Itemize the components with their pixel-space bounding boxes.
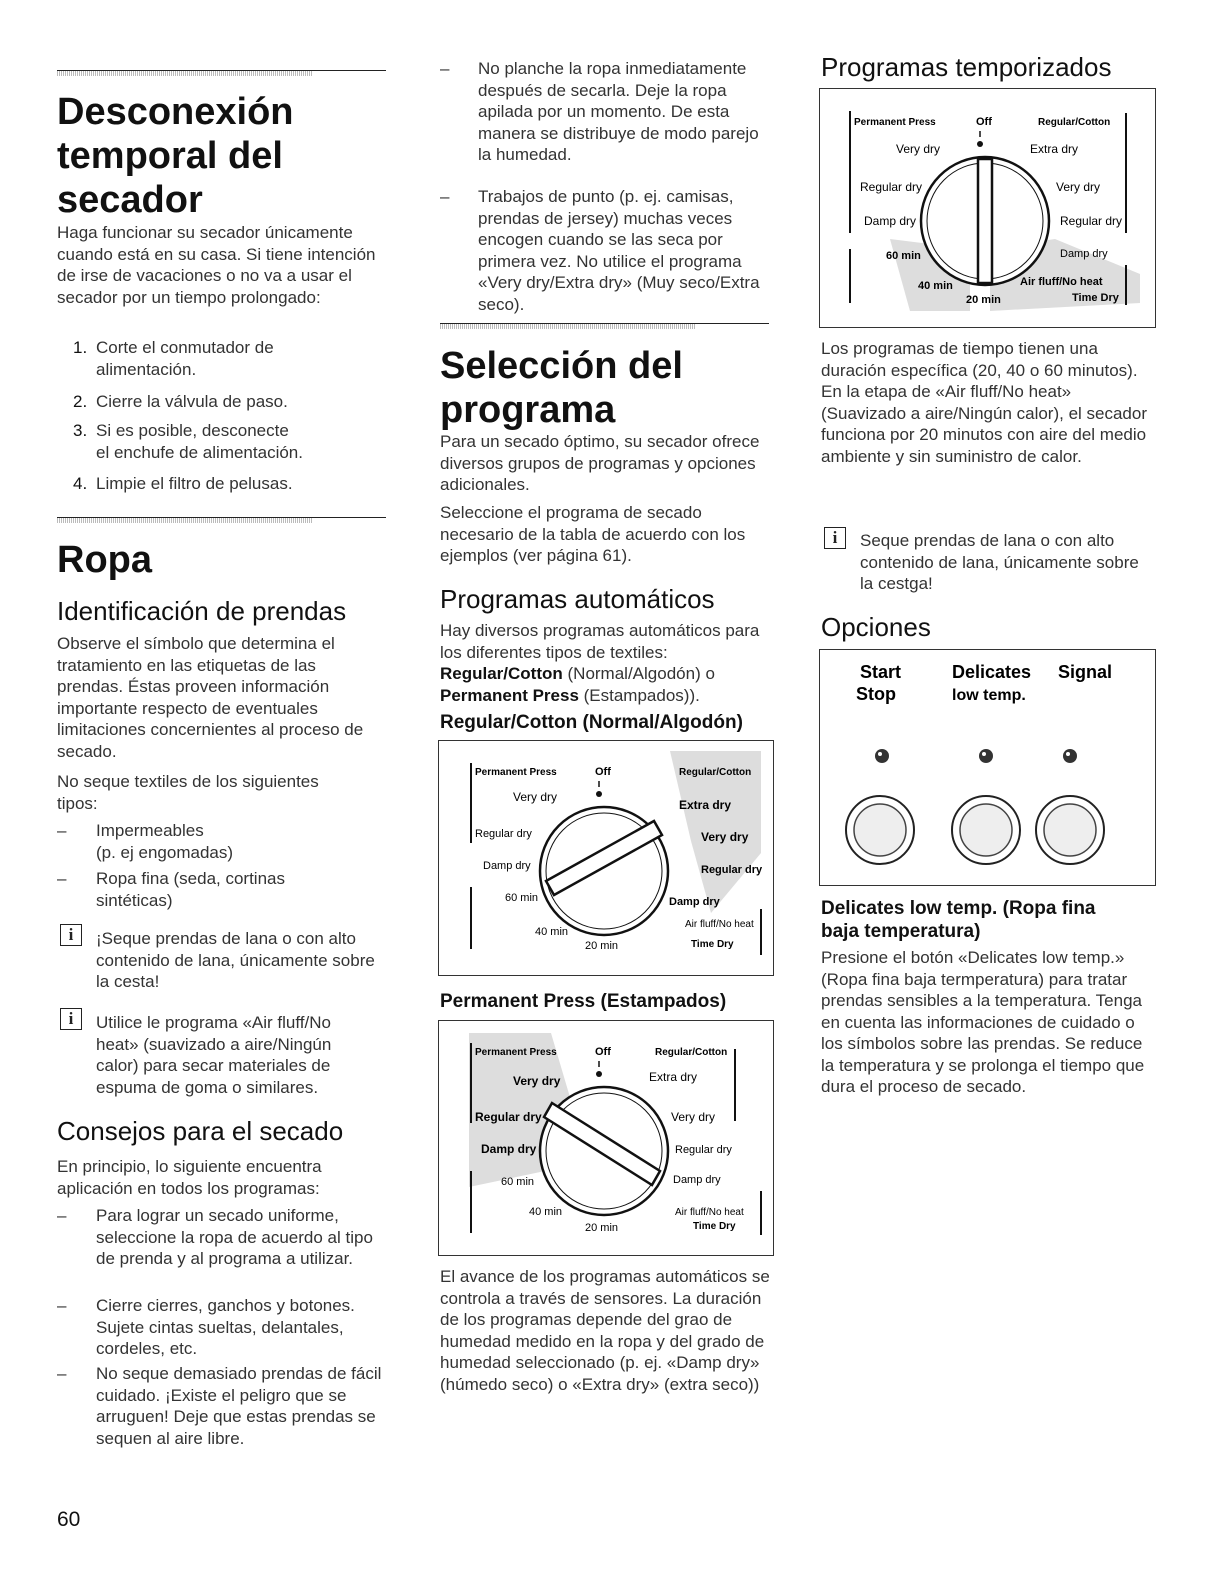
dial-label: Permanent Press [854, 117, 936, 128]
heading-consejos: Consejos para el secado [57, 1116, 344, 1146]
dial-label: Regular dry [860, 180, 923, 194]
heading-temporizados: Programas temporizados [821, 52, 1112, 82]
heading-ropa: Ropa [57, 539, 152, 581]
dial-label: Very dry [896, 142, 941, 156]
dial-knob [540, 807, 668, 935]
heading-delicates: Delicates low temp. (Ropa fina baja temperatura) [821, 898, 1096, 942]
dial-figure-timed [819, 88, 1156, 328]
dial-label: Off [595, 766, 611, 778]
dial-label: Permanent Press [475, 1047, 557, 1058]
dial-knob [921, 157, 1049, 285]
dial-knob [540, 1087, 668, 1215]
dial-label: Off [595, 1046, 611, 1058]
dial-label: Extra dry [1030, 142, 1079, 156]
dial-label: Very dry [513, 790, 558, 804]
dial-figure-regular-cotton [438, 740, 774, 976]
section-rule [440, 323, 769, 324]
dial-label: 40 min [535, 926, 569, 938]
dial-label: Extra dry [679, 798, 732, 812]
dial-label: Damp dry [864, 214, 917, 228]
dial-label: 60 min [505, 892, 539, 904]
dial-label: Very dry [701, 830, 749, 844]
dial-label: 20 min [585, 1222, 619, 1234]
delicates-button[interactable] [952, 796, 1020, 864]
dial-label: Regular/Cotton [1038, 117, 1111, 128]
section-rule [57, 70, 386, 71]
paragraph-noseque: No seque textiles de los siguientes tipos: [57, 772, 319, 813]
info-icon: i [824, 527, 846, 549]
dial-label: Permanent Press [475, 767, 557, 778]
paragraph-observe: Observe el símbolo que determina el tratamiento en las etiquetas de las prendas. Éstas proveen información importante respecto de eventuales limitaciones concernientes al proceso de secado. [57, 634, 364, 761]
info-icon: i [60, 1008, 82, 1030]
paragraph-desconexion: Haga funcionar su secador únicamente cuando está en su casa. Si tiene intención de irse de vacaciones o no va a usar el secador por un tiempo prolongado: [57, 223, 376, 307]
dial-label: Regular dry [475, 1110, 542, 1124]
dial-label: Extra dry [649, 1070, 698, 1084]
dial-label: Very dry [671, 1110, 716, 1124]
dial-label: 60 min [501, 1176, 535, 1188]
heading-identificacion: Identificación de prendas [57, 596, 347, 626]
paragraph-optimo: Para un secado óptimo, su secador ofrece diversos grupos de programas y opciones adicionales. [440, 432, 760, 494]
dial-label: Damp dry [481, 1142, 537, 1156]
paragraph-hay: Hay diversos programas automáticos para los diferentes tipos de textiles: Regular/Cotton (Normal/Algodón) o Permanent Press (Estampados)). [440, 621, 760, 705]
heading-desconexion: Desconexión temporal del secador [57, 91, 294, 221]
heading-opciones: Opciones [821, 612, 931, 642]
dial-label: 60 min [886, 250, 921, 262]
dial-label: 20 min [966, 294, 1001, 306]
list-item-step: 4. Limpie el filtro de pelusas. [73, 474, 293, 493]
indicator-light [1063, 749, 1077, 763]
dial-label: Time Dry [1072, 292, 1119, 304]
dial-label: 20 min [585, 940, 619, 952]
heading-automaticos: Programas automáticos [440, 584, 715, 614]
dial-label: 40 min [529, 1206, 563, 1218]
paragraph-avance: El avance de los programas automáticos se controla a través de sensores. La duración de los programas depende del grao de humedad medido en la ropa y del grado de humedad seleccionado (p. ej. «Damp dry» (húmedo seco) o «Extra dry» (extra seco)) [440, 1267, 770, 1394]
indicator-light [979, 749, 993, 763]
dial-label: Damp dry [673, 1174, 721, 1186]
note-lana: ¡Seque prendas de lana o con alto contenido de lana, únicamente sobre la cesta! [96, 929, 375, 991]
option-label: low temp. [952, 687, 1026, 704]
option-label: Delicates [952, 662, 1032, 682]
dial-label: Damp dry [483, 860, 531, 872]
paragraph-principio: En principio, lo siguiente encuentra aplicación en todos los programas: [57, 1157, 322, 1198]
list-item-textile: – Ropa fina (seda, cortinas sintéticas) [57, 869, 285, 910]
option-label: Signal [1058, 662, 1113, 682]
heading-permanent-press: Permanent Press (Estampados) [440, 991, 727, 1012]
note-lana-cesta: Seque prendas de lana o con alto contenido de lana, únicamente sobre la cestga! [860, 531, 1139, 593]
list-item-step: 3. Si es posible, desconecte el enchufe de alimentación. [73, 421, 303, 462]
list-item-step: 2. Cierre la válvula de paso. [73, 392, 288, 411]
dial-label: Regular/Cotton [655, 1047, 728, 1058]
dial-label: Time Dry [693, 1221, 736, 1232]
dial-label: Very dry [513, 1074, 561, 1088]
list-item-consejo: – No planche la ropa inmediatamente después de secarla. Deje la ropa apilada por un momento. De esta manera se distribuye de modo parejo la humedad. [440, 59, 759, 164]
dial-label: Regular dry [701, 864, 763, 876]
option-label: Stop [856, 684, 896, 704]
dial-label: Very dry [1056, 180, 1101, 194]
info-icon: i [60, 924, 82, 946]
dial-label: Regular dry [1060, 214, 1123, 228]
dial-label: Time Dry [691, 939, 734, 950]
dial-label: 40 min [918, 280, 953, 292]
dial-label: Air fluff/No heat [675, 1207, 744, 1218]
indicator-light [875, 749, 889, 763]
dial-label: Air fluff/No heat [685, 919, 754, 930]
signal-button[interactable] [1036, 796, 1104, 864]
dial-figure-permanent-press [438, 1020, 774, 1256]
list-item-consejo: – No seque demasiado prendas de fácil cuidado. ¡Existe el peligro que se arruguen! Deje que estas prendas se sequen al aire libre. [57, 1364, 382, 1448]
dial-label: Off [976, 116, 992, 128]
dial-label: Damp dry [1060, 248, 1108, 260]
list-item-consejo: – Cierre cierres, ganchos y botones. Sujete cintas sueltas, delantales, cordeles, etc. [57, 1296, 355, 1358]
list-item-step: 1. Corte el conmutador de alimentación. [73, 338, 274, 379]
section-rule [57, 517, 386, 518]
start-stop-button[interactable] [846, 796, 914, 864]
note-air-fluff: Utilice le programa «Air fluff/No heat» (suavizado a aire/Ningún calor) para secar materiales de espuma de goma o similares. [96, 1013, 332, 1097]
dial-label: Air fluff/No heat [1020, 276, 1103, 288]
paragraph-tiempo: Los programas de tiempo tienen una duración específica (20, 40 o 60 minutos). En la etapa de «Air fluff/No heat» (Suavizado a aire/Ningún calor), el secador funciona por 20 minutos con aire del medio ambiente y sin suministro de calor. [821, 339, 1148, 466]
dial-label: Regular dry [675, 1144, 732, 1156]
heading-regular-cotton: Regular/Cotton (Normal/Algodón) [440, 712, 743, 733]
list-item-consejo: – Trabajos de punto (p. ej. camisas, prendas de jersey) muchas veces encogen cuando se las seca por primera vez. No utilice el programa «Very dry/Extra dry» (Muy seco/Extra seco). [440, 187, 760, 314]
dial-label: Regular/Cotton [679, 767, 752, 778]
list-item-textile: – Impermeables (p. ej engomadas) [57, 821, 234, 862]
option-label: Start [860, 662, 902, 682]
list-item-consejo: – Para lograr un secado uniforme, seleccione la ropa de acuerdo al tipo de prenda y al programa a utilizar. [57, 1206, 373, 1268]
paragraph-presione: Presione el botón «Delicates low temp.» (Ropa fina baja termperatura) para tratar prendas sensibles a la temperatura. Tenga en cuenta las informaciones de cuidado o los símbolos sobre las prendas. Se reduce la temperatura y se prolonga el tiempo que dura el proceso de secado. [821, 948, 1145, 1096]
options-panel-figure [819, 649, 1156, 886]
dial-label: Damp dry [669, 896, 720, 908]
heading-seleccion: Selección del programa [440, 345, 683, 431]
page-number: 60 [57, 1508, 81, 1531]
paragraph-seleccione: Seleccione el programa de secado necesario de la tabla de acuerdo con los ejemplos (ver página 61). [440, 503, 746, 565]
dial-label: Regular dry [475, 828, 532, 840]
